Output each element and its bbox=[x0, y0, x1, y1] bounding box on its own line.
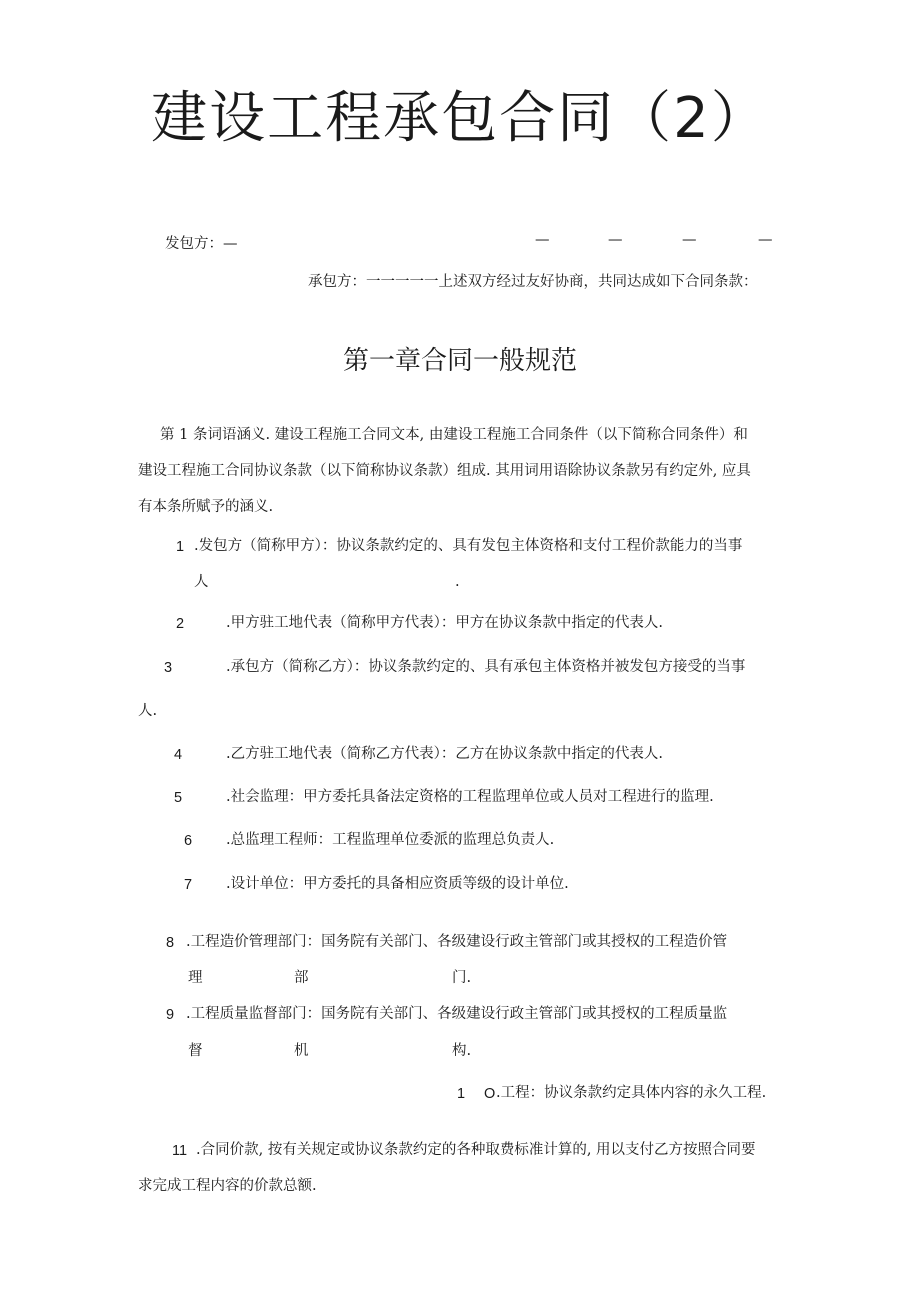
dash-1: — bbox=[535, 232, 550, 248]
item3-text: .承包方（简称乙方）：协议条款约定的、具有承包主体资格并被发包方接受的当事 bbox=[226, 659, 746, 675]
item5-text: .社会监理：甲方委托具备法定资格的工程监理单位或人员对工程进行的监理. bbox=[226, 789, 714, 805]
item8-cont-1: 理 bbox=[188, 970, 203, 986]
article1-line3: 有本条所赋予的涵义. bbox=[138, 499, 274, 515]
item3-number: 3 bbox=[164, 660, 173, 676]
chengbao-line: 承包方：一一一一一上述双方经过友好协商，共同达成如下合同条款： bbox=[308, 274, 758, 290]
dash-3: — bbox=[682, 232, 697, 248]
dash-4: — bbox=[758, 232, 773, 248]
item8-cont-3: 门. bbox=[452, 970, 472, 986]
dash-2: — bbox=[608, 232, 623, 248]
item9-cont-3: 构. bbox=[452, 1043, 472, 1059]
item10-number-o: O bbox=[484, 1086, 496, 1102]
item10-number: 1 bbox=[457, 1086, 466, 1102]
document-title: 建设工程承包合同（2） bbox=[151, 86, 769, 151]
article1-line2: 建设工程施工合同协议条款（以下简称协议条款）组成. 其用词用语除协议条款另有约定外, 应具 bbox=[138, 463, 751, 479]
item1-text: .发包方（简称甲方）：协议条款约定的、具有发包主体资格和支付工程价款能力的当事 bbox=[194, 538, 743, 554]
item9-cont-1: 督 bbox=[188, 1043, 203, 1059]
item4-text: .乙方驻工地代表（简称乙方代表）：乙方在协议条款中指定的代表人. bbox=[226, 746, 663, 762]
item2-text: .甲方驻工地代表（简称甲方代表）：甲方在协议条款中指定的代表人. bbox=[226, 615, 663, 631]
item10-text: .工程：协议条款约定具体内容的永久工程. bbox=[496, 1085, 767, 1101]
item8-text: .工程造价管理部门：国务院有关部门、各级建设行政主管部门或其授权的工程造价管 bbox=[186, 934, 728, 950]
item7-number: 7 bbox=[184, 877, 193, 893]
article1-line1: 第 1 条词语涵义. 建设工程施工合同文本, 由建设工程施工合同条件（以下简称合同条件）和 bbox=[160, 427, 748, 443]
item1-cont2: . bbox=[455, 574, 460, 590]
chapter-title: 第一章合同一般规范 bbox=[342, 346, 577, 376]
item3-cont: 人. bbox=[138, 703, 158, 719]
item4-number: 4 bbox=[174, 747, 183, 763]
item1-number: 1 bbox=[176, 539, 185, 555]
item6-number: 6 bbox=[184, 833, 193, 849]
item6-text: .总监理工程师：工程监理单位委派的监理总负责人. bbox=[226, 832, 555, 848]
item11-cont: 求完成工程内容的价款总额. bbox=[138, 1178, 317, 1194]
item11-text: .合同价款, 按有关规定或协议条款约定的各种取费标准计算的, 用以支付乙方按照合同要 bbox=[196, 1142, 756, 1158]
item11-number: 11 bbox=[172, 1143, 188, 1159]
item9-number: 9 bbox=[166, 1007, 175, 1023]
item9-text: .工程质量监督部门：国务院有关部门、各级建设行政主管部门或其授权的工程质量监 bbox=[186, 1006, 728, 1022]
item5-number: 5 bbox=[174, 790, 183, 806]
fabao-label: 发包方：— bbox=[165, 236, 238, 252]
item2-number: 2 bbox=[176, 616, 185, 632]
item8-cont-2: 部 bbox=[294, 970, 309, 986]
item8-number: 8 bbox=[166, 935, 175, 951]
item1-cont1: 人 bbox=[194, 574, 209, 590]
item7-text: .设计单位：甲方委托的具备相应资质等级的设计单位. bbox=[226, 876, 569, 892]
item9-cont-2: 机 bbox=[294, 1043, 309, 1059]
